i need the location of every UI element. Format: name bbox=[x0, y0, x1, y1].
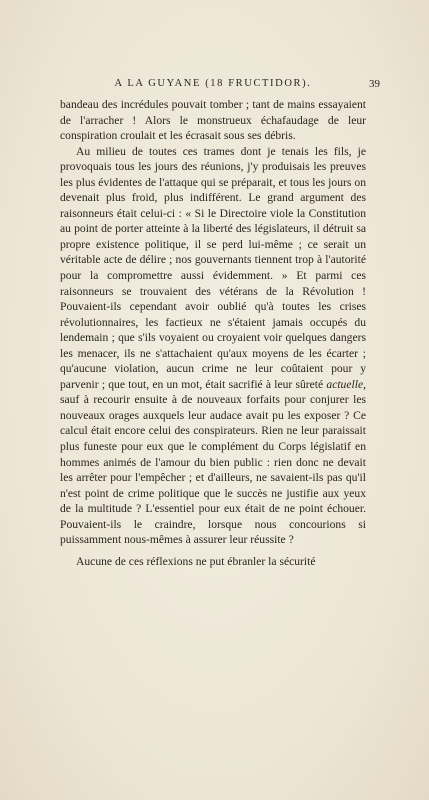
paragraph-text: , sauf à recourir ensuite à de nouveaux forfaits pour conjurer les nouveaux orages auxquels leur audace avait pu les exposer ? Ce calcul était encore celui des conspirateurs. Rien ne leur paraissait plus funeste pour eux que le complément du Corps législatif en hommes animés de l'amour du bien public : rien donc ne devait les arrêter pour l'empêcher ; et d'ailleurs, ne savaient-ils pas qu'il n'est point de crime politique que le succès ne justifie aux yeux de la multitude ? L'essentiel pour eux était de ne point échouer. Pouvaient-ils le craindre, lorsque nous concourions si puissamment nous-mêmes à assurer leur réussite ? bbox=[60, 377, 366, 547]
page-number: 39 bbox=[369, 78, 380, 90]
paragraph bbox=[60, 554, 366, 570]
paragraph bbox=[60, 144, 366, 548]
paragraph-text: Aucune de ces réflexions ne put ébranler la sécurité bbox=[76, 554, 316, 568]
page-header bbox=[60, 78, 380, 94]
italic-word: actuelle bbox=[326, 377, 364, 391]
paragraph-text: bandeau des incrédules pouvait tomber ; tant de mains essayaient de l'arracher ! Alors le monstrueux échafaudage de leur conspiration croulait et les écrasait sous ses débris. bbox=[60, 98, 366, 143]
paragraph-continuation bbox=[60, 97, 366, 144]
running-head: A LA GUYANE (18 FRUCTIDOR). bbox=[114, 78, 312, 89]
body-text bbox=[60, 97, 366, 569]
paragraph-text: Au milieu de toutes ces trames dont je tenais les fils, je provoquais tous les jours des réunions, j'y produisais les preuves les plus évidentes de l'attaque qui se préparait, et tous les jours on devenait plus froid, plus indifférent. Le grand argument des raisonneurs était celui-ci : « Si le Directoire viole la Constitution au point de porter atteinte à la liberté des législateurs, il détruit sa propre existence politique, il se perd lui-même ; ce serait un véritable acte de délire ; nos gouvernants tiennent trop à l'autorité pour la compromettre aussi évidemment. » Et parmi ces raisonneurs se trouvaient des vétérans de la Révolution ! Pouvaient-ils cependant avoir oublié qu'à toutes les crises révolutionnaires, les factieux ne s'étaient jamais occupés du lendemain ; que s'ils voyaient ou croyaient voir quelques dangers les menacer, ils ne s'attachaient qu'aux moyens de les écarter ; qu'aucune violation, aucun crime ne leur coûtaient pour y parvenir ; que tout, en un mot, était sacrifié à leur sûreté bbox=[60, 144, 366, 391]
